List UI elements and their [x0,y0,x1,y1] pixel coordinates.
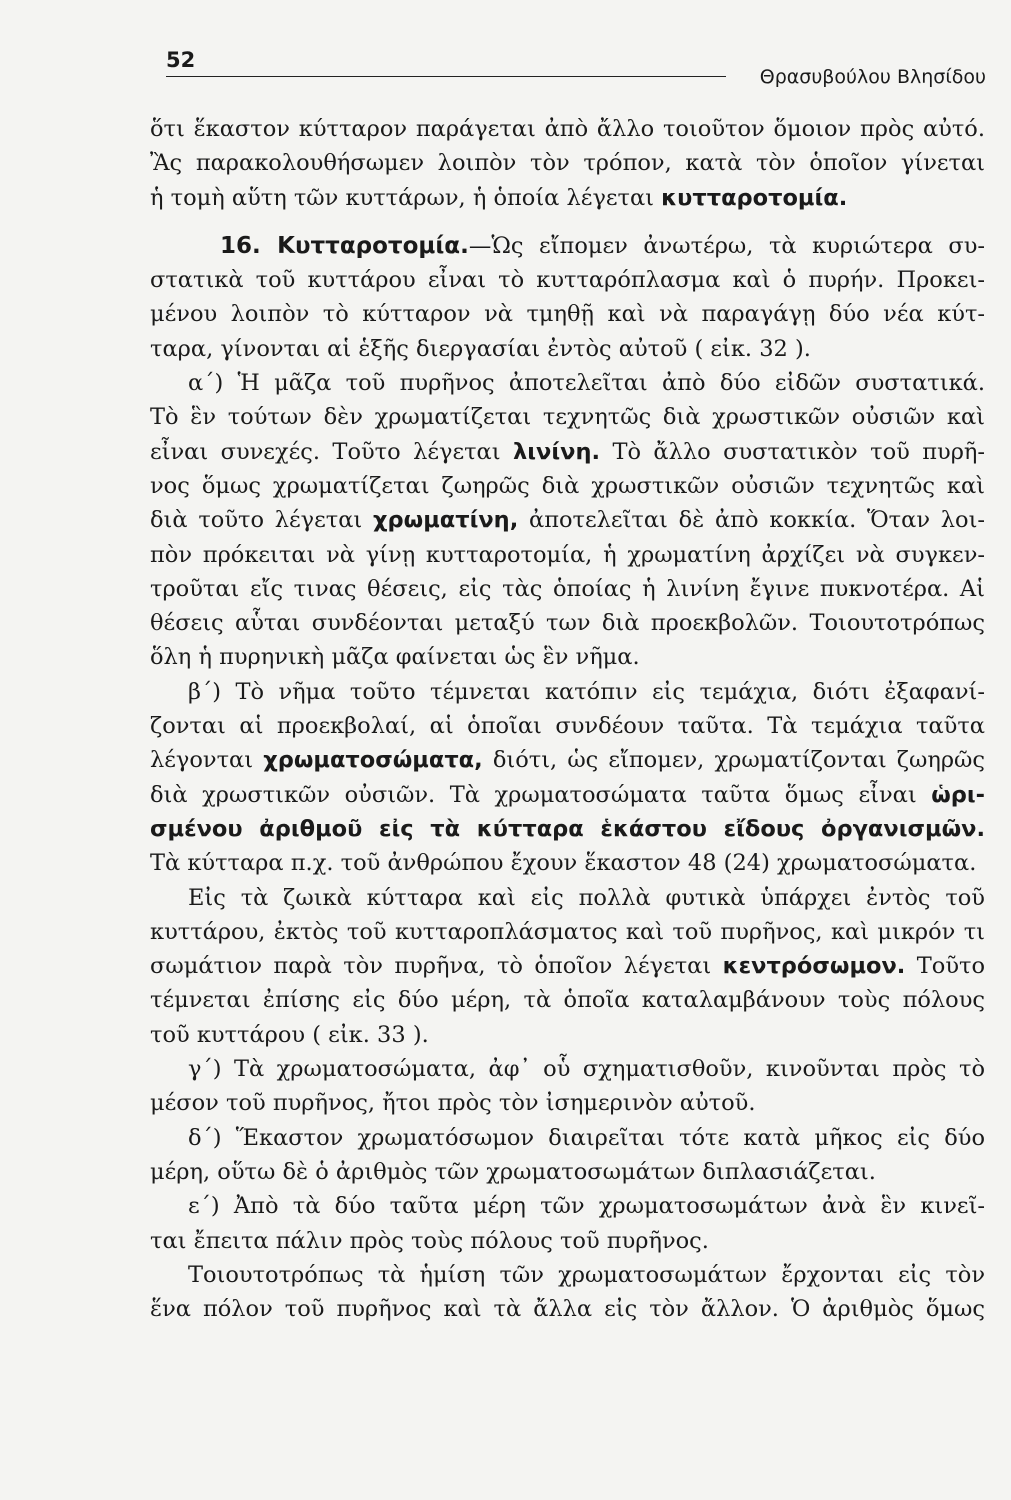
text-line: τοῦ κυττάρου ( εἰκ. 33 ). [150,1021,429,1048]
key-term: κεντρόσωμον. [722,953,906,980]
text-fragment: ἀποτελεῖται δὲ ἀπὸ κοκκία. Ὅταν λοι- [529,507,985,534]
text-line: δ΄) Ἕκαστον χρωματόσωμον διαιρεῖται τότε κατὰ μῆκος εἰς δύο [188,1124,985,1151]
text-line: πὸν πρόκειται νὰ γίνῃ κυτταροτομία, ἡ χρωματίνη ἀρχίζει νὰ συγκεν- [150,541,985,568]
text-line: Τοιουτοτρόπως τὰ ἡμίση τῶν χρωματοσωμάτων ἔρχονται εἰς τὸν [188,1261,985,1288]
text-line: γ΄) Τὰ χρωματοσώματα, ἀφ᾽ οὗ σχηματισθοῦν, κινοῦνται πρὸς τὸ [188,1056,985,1083]
text-line: Ἂς παρακολουθήσωμεν λοιπὸν τὸν τρόπον, κατὰ τὸν ὁποῖον γίνεται [150,150,985,177]
text-fragment: εἶναι συνεχές. Τοῦτο λέγεται [150,438,501,465]
text-line [150,743,985,777]
section-title: 16. Κυτταροτομία. [220,232,469,259]
text-line [150,435,985,469]
text-fragment: λέγονται [150,747,254,774]
text-line: Τὰ κύτταρα π.χ. τοῦ ἀνθρώπου ἔχουν ἕκαστον 48 (24) χρωματοσώματα. [150,850,977,877]
key-term: ὡρι- [931,781,985,808]
text-line: θέσεις αὗται συνδέονται μεταξύ των διὰ προεκβολῶν. Τοιουτοτρόπως [150,610,985,637]
text-fragment: ἡ τομὴ αὕτη τῶν κυττάρων, ἡ ὁποία λέγεται [150,184,655,211]
text-line [150,778,985,812]
text-line [150,181,985,215]
key-term: λινίνη. [513,438,601,465]
text-line: β΄) Τὸ νῆμα τοῦτο τέμνεται κατόπιν εἰς τεμάχια, διότι ἐξαφανί- [188,678,985,705]
key-term: χρωματοσώματα, [263,747,483,774]
text-fragment: διότι, ὡς εἴπομεν, χρωματίζονται ζωηρῶς [492,747,986,774]
key-term: κυτταροτομία. [661,184,848,211]
text-line: ζονται αἱ προεκβολαί, αἱ ὁποῖαι συνδέουν ταῦτα. Τὰ τεμάχια ταῦτα [150,713,985,740]
text-line: ἕνα πόλον τοῦ πυρῆνος καὶ τὰ ἄλλα εἰς τὸν ἄλλον. Ὁ ἀριθμὸς ὅμως [150,1296,985,1323]
body-text [150,112,985,1326]
running-head: Θρασυβούλου Βλησίδου [759,66,986,88]
text-line: μέρη, οὕτω δὲ ὁ ἀριθμὸς τῶν χρωματοσωμάτων διπλασιάζεται. [150,1158,876,1185]
text-line [150,503,985,537]
text-fragment: διὰ τοῦτο λέγεται [150,507,363,534]
text-line: ὅτι ἕκαστον κύτταρον παράγεται ἀπὸ ἄλλο τοιοῦτον ὅμοιον πρὸς αὐτό. [150,116,985,142]
page-header [166,46,986,92]
text-fragment: σωμάτιον παρὰ τὸν πυρῆνα, τὸ ὁποῖον λέγεται [150,953,712,980]
text-line: Εἰς τὰ ζωικὰ κύτταρα καὶ εἰς πολλὰ φυτικὰ ὑπάρχει ἐντὸς τοῦ [188,884,985,911]
text-line: κυττάρου, ἐκτὸς τοῦ κυτταροπλάσματος καὶ τοῦ πυρῆνος, καὶ μικρόν τι [150,918,985,945]
text-line: ε΄) Ἀπὸ τὰ δύο ταῦτα μέρη τῶν χρωματοσωμάτων ἀνὰ ἓν κινεῖ- [188,1193,985,1220]
text-fragment: διὰ χρωστικῶν οὐσιῶν. Τὰ χρωματοσώματα ταῦτα ὅμως εἶναι [150,781,917,808]
text-line: α΄) Ἡ μᾶζα τοῦ πυρῆνος ἀποτελεῖται ἀπὸ δύο εἰδῶν συστατικά. [188,370,985,397]
page-number: 52 [166,48,196,72]
text-line [150,949,985,983]
text-line: τροῦται εἴς τινας θέσεις, εἰς τὰς ὁποίας ἡ λινίνη ἔγινε πυκνοτέρα. Αἱ [150,575,985,602]
text-line: στατικὰ τοῦ κυττάρου εἶναι τὸ κυτταρόπλασμα καὶ ὁ πυρήν. Προκει- [150,267,985,294]
text-line: Τὸ ἓν τούτων δὲν χρωματίζεται τεχνητῶς διὰ χρωστικῶν οὐσιῶν καὶ [150,404,985,431]
section-heading-line [150,229,985,263]
text-fragment: Τὸ ἄλλο συστατικὸν τοῦ πυρῆ- [612,438,986,465]
header-rule [166,76,726,77]
text-line: νος ὅμως χρωματίζεται ζωηρῶς διὰ χρωστικῶν οὐσιῶν τεχνητῶς καὶ [150,472,985,499]
text-fragment: Τοῦτο [916,953,985,980]
text-line: ὅλη ἡ πυρηνικὴ μᾶζα φαίνεται ὡς ἓν νῆμα. [150,644,640,671]
text-fragment: —Ὡς εἴπομεν ἀνωτέρω, τὰ κυριώτερα συ- [468,232,985,259]
key-term: χρωματίνη, [373,507,519,534]
text-line: ταρα, γίνονται αἱ ἑξῆς διεργασίαι ἐντὸς αὐτοῦ ( εἰκ. 32 ). [150,335,811,362]
text-line: μένου λοιπὸν τὸ κύτταρον νὰ τμηθῇ καὶ νὰ παραγάγῃ δύο νέα κύτ- [150,301,985,328]
text-line [150,812,985,846]
text-line: ται ἔπειτα πάλιν πρὸς τοὺς πόλους τοῦ πυρῆνος. [150,1227,709,1254]
key-term: σμένου ἀριθμοῦ εἰς τὰ κύτταρα ἑκάστου εἴδους ὀργανισμῶν. [150,815,985,842]
text-line: μέσον τοῦ πυρῆνος, ἤτοι πρὸς τὸν ἰσημερινὸν αὐτοῦ. [150,1090,756,1117]
text-line: τέμνεται ἐπίσης εἰς δύο μέρη, τὰ ὁποῖα καταλαμβάνουν τοὺς πόλους [150,987,985,1014]
